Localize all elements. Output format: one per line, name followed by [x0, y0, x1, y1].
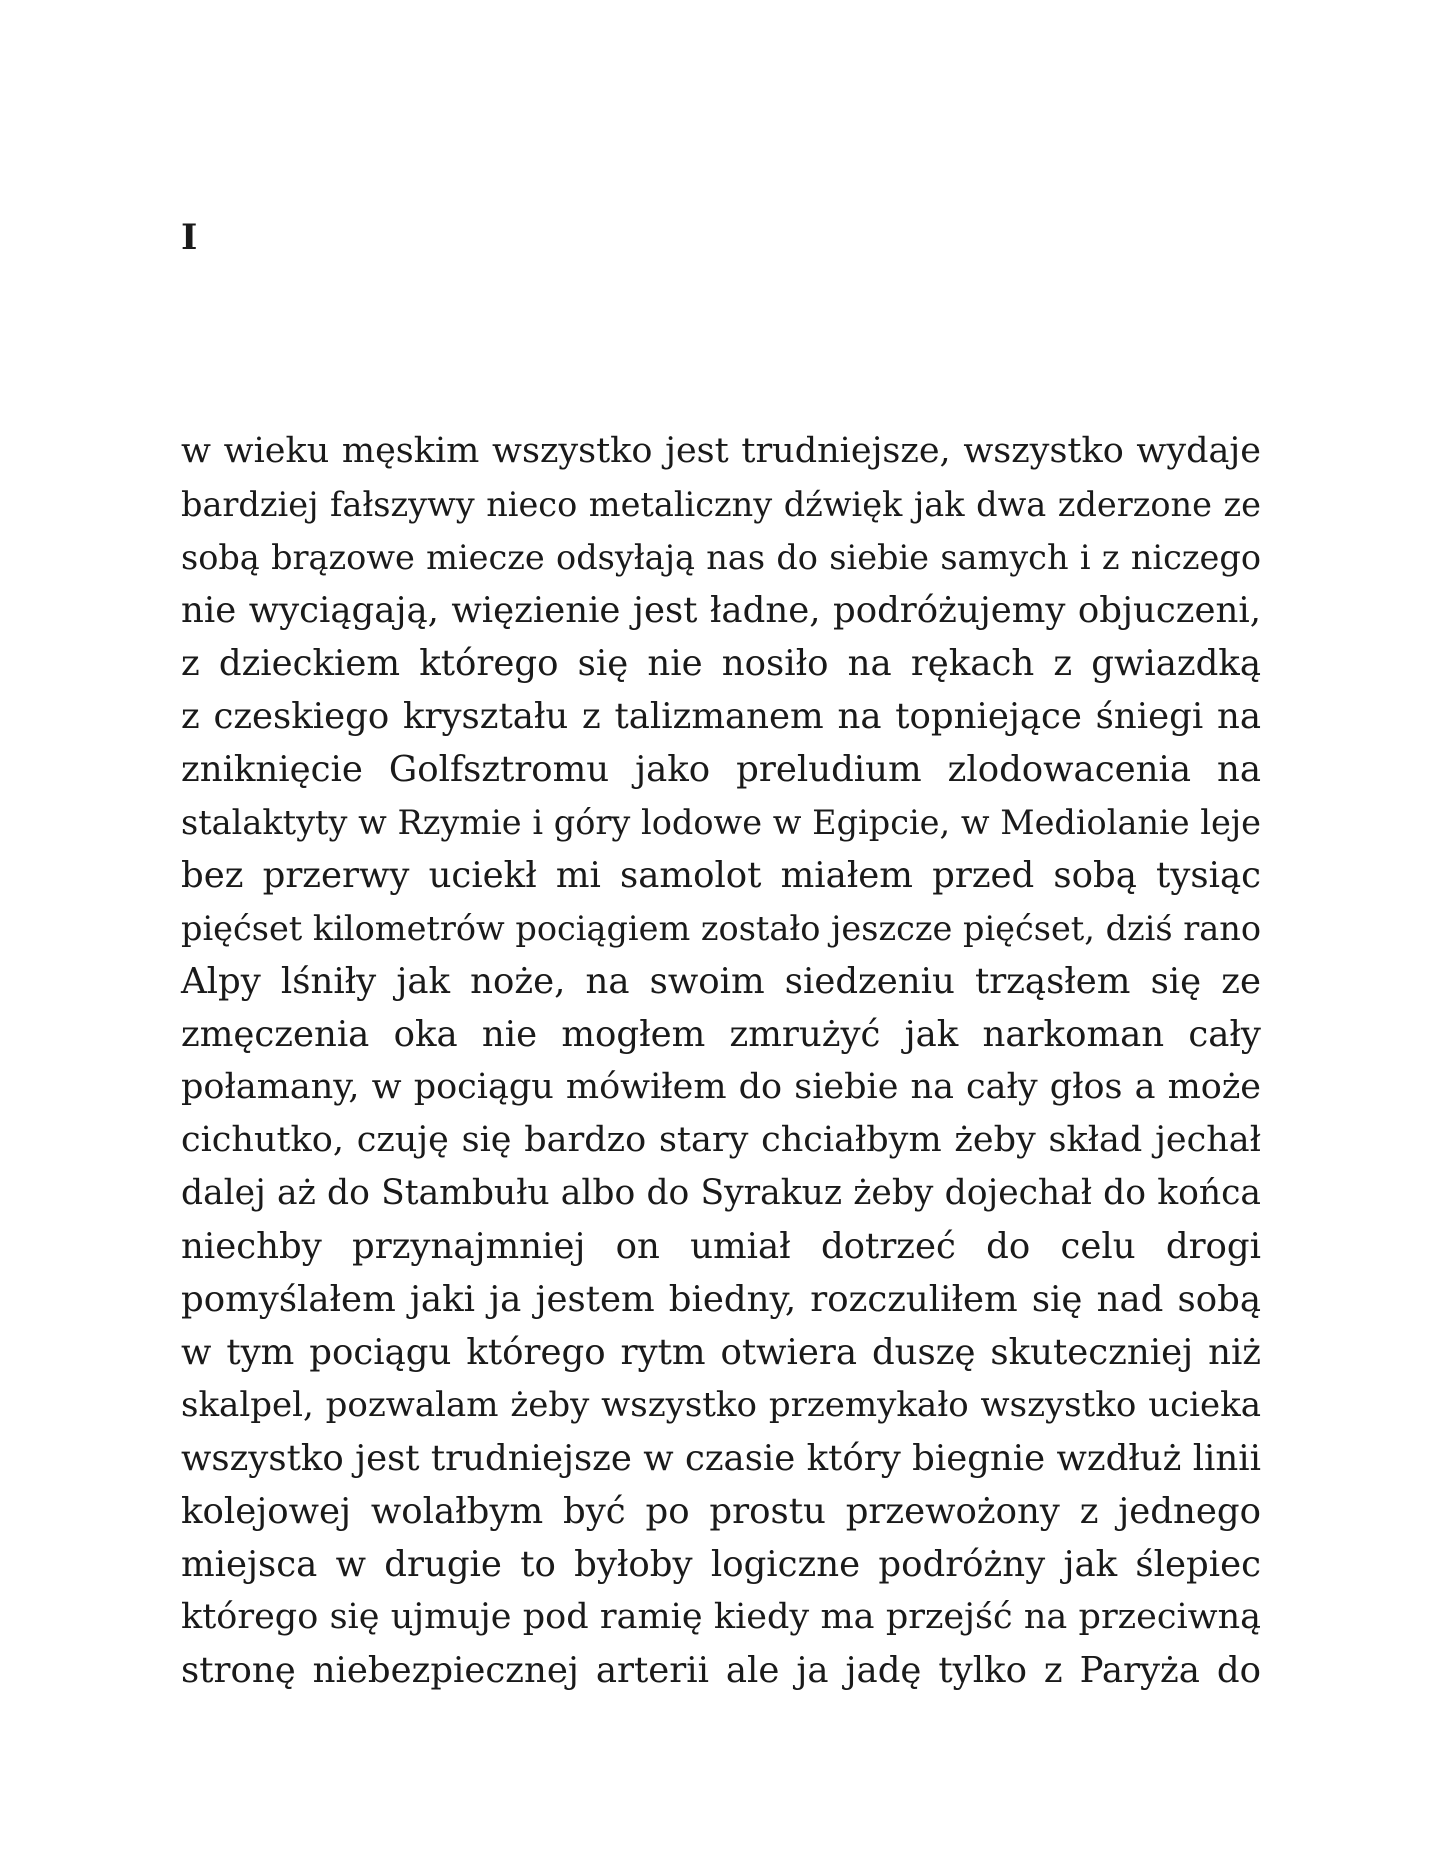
text-line: dalej aż do Stambułu albo do Syrakuz żeby dojechał do końca [181, 1173, 1261, 1213]
text-line: skalpel, pozwalam żeby wszystko przemykało wszystko ucieka [181, 1385, 1261, 1425]
text-line: z czeskiego kryształu z talizmanem na topniejące śniegi na [181, 696, 1261, 737]
text-line: cichutko, czuję się bardzo stary chciałbym żeby skład jechał [181, 1120, 1261, 1160]
text-line: w tym pociągu którego rytm otwiera duszę skuteczniej niż [181, 1332, 1261, 1373]
body-paragraph [181, 425, 1261, 1697]
text-line: sobą brązowe miecze odsyłają nas do siebie samych i z niczego [181, 538, 1261, 577]
text-line: połamany, w pociągu mówiłem do siebie na cały głos a może [181, 1067, 1261, 1107]
text-line: stronę niebezpiecznej arterii ale ja jadę tylko z Paryża do [181, 1650, 1261, 1691]
text-line: pomyślałem jaki ja jestem biedny, rozczuliłem się nad sobą [181, 1279, 1261, 1320]
text-line: pięćset kilometrów pociągiem zostało jeszcze pięćset, dziś rano [181, 909, 1261, 948]
text-line: z dzieckiem którego się nie nosiło na rękach z gwiazdką [181, 643, 1261, 684]
text-line: miejsca w drugie to byłoby logiczne podróżny jak ślepiec [181, 1544, 1261, 1585]
text-line: w wieku męskim wszystko jest trudniejsze, wszystko wydaje [181, 431, 1261, 471]
text-line: bardziej fałszywy nieco metaliczny dźwięk jak dwa zderzone ze [181, 485, 1261, 524]
text-line: wszystko jest trudniejsze w czasie który biegnie wzdłuż linii [181, 1438, 1261, 1479]
text-line: stalaktyty w Rzymie i góry lodowe w Egipcie, w Mediolanie leje [181, 803, 1261, 842]
text-line: bez przerwy uciekł mi samolot miałem przed sobą tysiąc [181, 855, 1261, 896]
text-line: zniknięcie Golfsztromu jako preludium zlodowacenia na [181, 749, 1261, 790]
text-line: którego się ujmuje pod ramię kiedy ma przejść na przeciwną [181, 1597, 1261, 1637]
text-line: zmęczenia oka nie mogłem zmrużyć jak narkoman cały [181, 1014, 1261, 1055]
text-line: Alpy lśniły jak noże, na swoim siedzeniu trząsłem się ze [181, 961, 1261, 1002]
text-line: kolejowej wolałbym być po prostu przewożony z jednego [181, 1491, 1261, 1532]
chapter-heading: I [181, 217, 198, 258]
text-line: nie wyciągają, więzienie jest ładne, podróżujemy objuczeni, [181, 590, 1261, 631]
text-line: niechby przynajmniej on umiał dotrzeć do celu drogi [181, 1226, 1261, 1267]
